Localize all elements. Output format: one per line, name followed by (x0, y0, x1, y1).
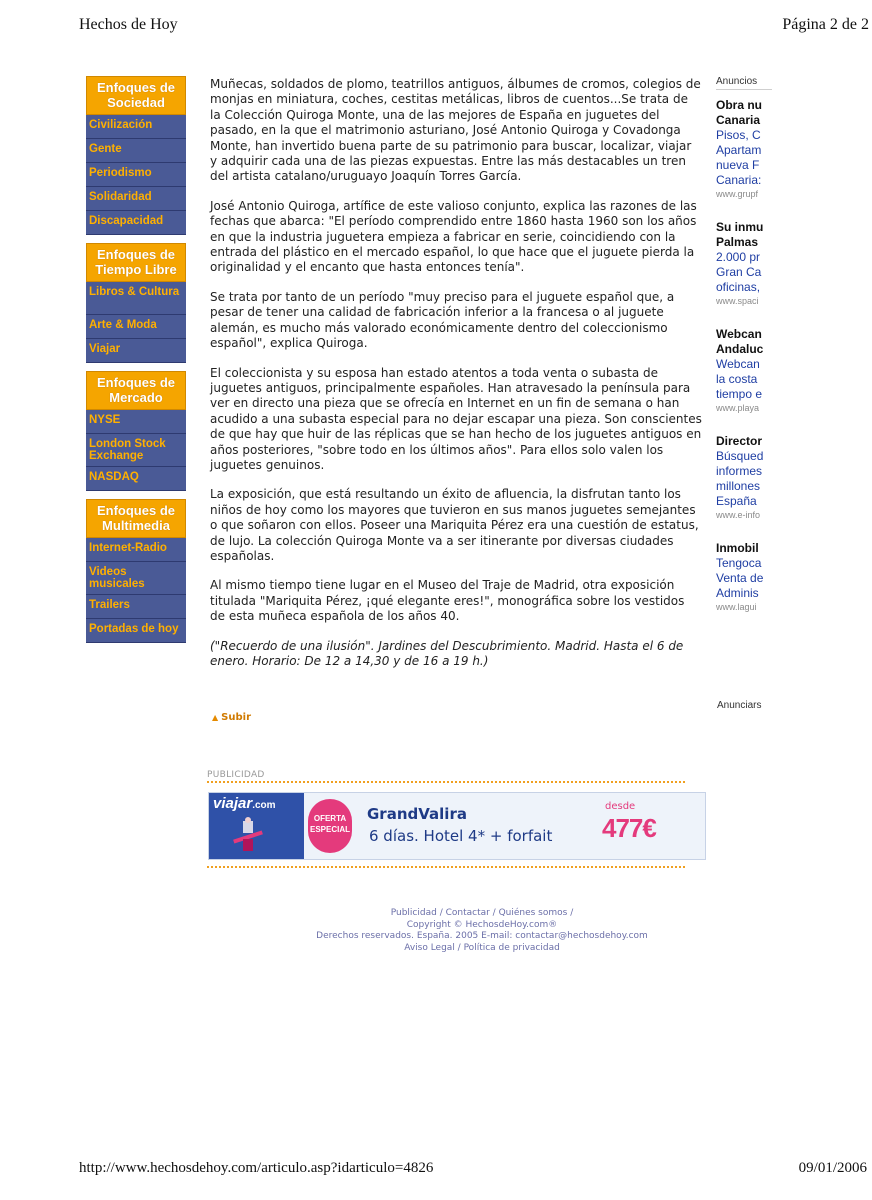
nav-item-viajar[interactable]: Viajar (86, 339, 186, 363)
scroll-top-label: Subir (221, 712, 251, 723)
article-paragraph: La exposición, que está resultando un éxito de afluencia, la disfrutan tanto los niños de hoy como los mayores que tuvieron en sus manos juguetes semejantes o que soñaron con ellos. Poseer una Mariquita Pérez era una cuestión de estatus, de lujo. La colección Quiroga Monte va a ser itinerante por diversas ciudades españolas. (210, 487, 699, 563)
ad-title[interactable]: Andaluc (716, 342, 764, 356)
sponsored-ads-column (716, 76, 772, 633)
nav-item-internet-radio[interactable]: Internet-Radio (86, 538, 186, 562)
ad-desc: Adminis (716, 586, 759, 600)
nav-section-sociedad (86, 76, 186, 235)
advertising-label: PUBLICIDAD (207, 770, 685, 783)
footer-legal-links[interactable]: Aviso Legal / Política de privacidad (404, 942, 560, 953)
ad-desc: la costa (716, 372, 758, 386)
ad-item[interactable] (716, 98, 772, 200)
ad-desc: informes (716, 464, 763, 478)
left-nav (86, 76, 186, 651)
ad-url[interactable]: www.playa (716, 403, 760, 413)
article-paragraph: Al mismo tiempo tiene lugar en el Museo del Traje de Madrid, otra exposición titulada "Mariquita Pérez, ¡qué elegante eres!", monográfica sobre los vestidos de esta muñeca española de los años 40. (210, 578, 685, 624)
ad-desc: Webcan (716, 357, 760, 371)
ad-desc: Venta de (716, 571, 764, 585)
nav-section-mercado (86, 371, 186, 491)
nav-item-trailers[interactable]: Trailers (86, 595, 186, 619)
ad-item[interactable] (716, 541, 772, 613)
ad-title[interactable]: Canaria (716, 113, 761, 127)
nav-section-multimedia (86, 499, 186, 643)
print-site-name: Hechos de Hoy (79, 16, 178, 33)
banner-title: GrandValira (367, 805, 467, 823)
nav-item-videos-musicales[interactable]: Videos musicales (86, 562, 186, 595)
footer-links[interactable]: Publicidad / Contactar / Quiénes somos / (390, 908, 574, 918)
scroll-top-link[interactable] (212, 712, 251, 723)
print-footer (79, 1160, 867, 1177)
nav-head-mercado: Enfoques de Mercado (86, 371, 186, 410)
nav-item-portadas-de-hoy[interactable]: Portadas de hoy (86, 619, 186, 643)
article-paragraph: José Antonio Quiroga, artífice de este valioso conjunto, explica las razones de las fechas que abarca: "El período comprendido entre 1860 hasta 1960 son los años en que la industria juguetera empieza a fabricar en serie, coincidiendo con la entrada del plástico en el mercado español, lo que hace que el juguete pierda la originalidad y el encanto que hasta entonces tenía". (210, 198, 697, 275)
ad-desc: Apartam (716, 143, 762, 157)
nav-item-nyse[interactable]: NYSE (86, 410, 186, 434)
print-header (79, 16, 869, 34)
footer-rights-email[interactable]: Derechos reservados. España. 2005 E-mail: contactar@hechosdehoy.com (316, 931, 648, 941)
ad-title[interactable]: Obra nu (716, 98, 763, 112)
print-page-number: Página 2 de 2 (782, 16, 869, 33)
advertising-divider (207, 866, 685, 868)
ad-desc: millones (716, 479, 761, 493)
nav-item-gente[interactable]: Gente (86, 139, 186, 163)
ad-desc: Pisos, C (716, 128, 761, 142)
advertising-banner[interactable] (208, 792, 706, 860)
ad-title[interactable]: Director (716, 434, 763, 448)
nav-head-multimedia: Enfoques de Multimedia (86, 499, 186, 538)
ad-desc: tiempo e (716, 387, 763, 401)
banner-subtitle: 6 días. Hotel 4* + forfait (369, 827, 553, 845)
print-date: 09/01/2006 (798, 1160, 867, 1176)
ad-desc: nueva F (716, 158, 760, 172)
ad-title[interactable]: Webcan (716, 327, 762, 341)
article-body (210, 77, 702, 683)
ad-item[interactable] (716, 220, 772, 307)
ad-item[interactable] (716, 434, 772, 521)
ad-title[interactable]: Su inmu (716, 220, 764, 234)
nav-item-arte-moda[interactable]: Arte & Moda (86, 315, 186, 339)
ad-desc: 2.000 pr (716, 250, 761, 264)
banner-logo: viajar.com (213, 795, 276, 812)
ad-url[interactable]: www.lagui (716, 602, 757, 612)
ad-desc: Búsqued (716, 449, 764, 463)
banner-price: 477€ (602, 813, 656, 843)
ad-desc: España (716, 494, 757, 508)
ad-title[interactable]: Palmas (716, 235, 759, 249)
nav-head-sociedad: Enfoques de Sociedad (86, 76, 186, 115)
arrow-up-icon: ▲ (212, 713, 219, 722)
ad-url[interactable]: www.e-info (716, 510, 761, 520)
nav-item-civilizacion[interactable]: Civilización (86, 115, 186, 139)
article-event-note: ("Recuerdo de una ilusión". Jardines del Descubrimiento. Madrid. Hasta el 6 de enero. Horario: De 12 a 14,30 y de 16 a 19 h.) (210, 638, 684, 668)
nav-item-libros-cultura[interactable]: Libros & Cultura (86, 282, 186, 315)
nav-item-discapacidad[interactable]: Discapacidad (86, 211, 186, 235)
nav-item-nasdaq[interactable]: NASDAQ (86, 467, 186, 491)
nav-item-london-stock-exchange[interactable]: London Stock Exchange (86, 434, 186, 467)
article-paragraph: El coleccionista y su esposa han estado atentos a toda venta o subasta de juguetes antiguos, principalmente españoles. Han atravesado la península para ver en directo una pieza que se ofrecía en Internet en un fin de semana o han acudido a una subasta especial para no dejar escapar una pieza. Son conscientes de que hay que huir de las réplicas que se han hecho de los juguetes antiguos en años posteriores, "sobre todo en los últimos años". Para ellos solo valen los juguetes genuinos. (210, 365, 702, 472)
ad-desc: Gran Ca (716, 265, 762, 279)
nav-section-tiempo-libre (86, 243, 186, 363)
ad-url[interactable]: www.spaci (716, 296, 759, 306)
print-url: http://www.hechosdehoy.com/articulo.asp?idarticulo=4826 (79, 1160, 434, 1176)
nav-item-solidaridad[interactable]: Solidaridad (86, 187, 186, 211)
article-paragraph: Se trata por tanto de un período "muy preciso para el juguete español que, a pesar de tener una calidad de fabricación inferior a la francesa o al juguete alemán, es mucho más valorado económicamente dentro del coleccionismo español", explica Quiroga. (210, 289, 675, 351)
banner-from-label: desde (605, 801, 636, 812)
ad-desc: Tengoca (716, 556, 762, 570)
site-footer (286, 908, 678, 954)
special-offer-badge: OFERTA ESPECIAL (308, 799, 352, 853)
footer-copyright: Copyright © HechosdeHoy.com® (406, 919, 558, 930)
skier-icon (229, 817, 269, 855)
ad-desc: Canaria: (716, 173, 762, 187)
ad-item[interactable] (716, 327, 772, 414)
ad-desc: oficinas, (716, 280, 761, 294)
ad-url[interactable]: www.grupf (716, 189, 759, 199)
nav-head-tiempo-libre: Enfoques de Tiempo Libre (86, 243, 186, 282)
article-paragraph: Muñecas, soldados de plomo, teatrillos antiguos, álbumes de cromos, colegios de monjas en miniatura, coches, cestitas metálicas, libros de cuentos...Se trata de la Colección Quiroga Monte, una de las mejores de España en juguetes del pasado, en la que el matrimonio asturiano, José Antonio Quiroga y Covadonga Monte, han invertido buena parte de su patrimonio para buscar, localizar, viajar y adquirir cada una de las piezas expuestas. Entre las más destacables un tren del artista catalano/uruguayo Joaquín Torres García. (210, 77, 701, 184)
ad-title[interactable]: Inmobil (716, 541, 759, 555)
nav-item-periodismo[interactable]: Periodismo (86, 163, 186, 187)
advertise-link[interactable]: Anunciars (717, 700, 762, 711)
ads-label: Anuncios (716, 76, 772, 90)
